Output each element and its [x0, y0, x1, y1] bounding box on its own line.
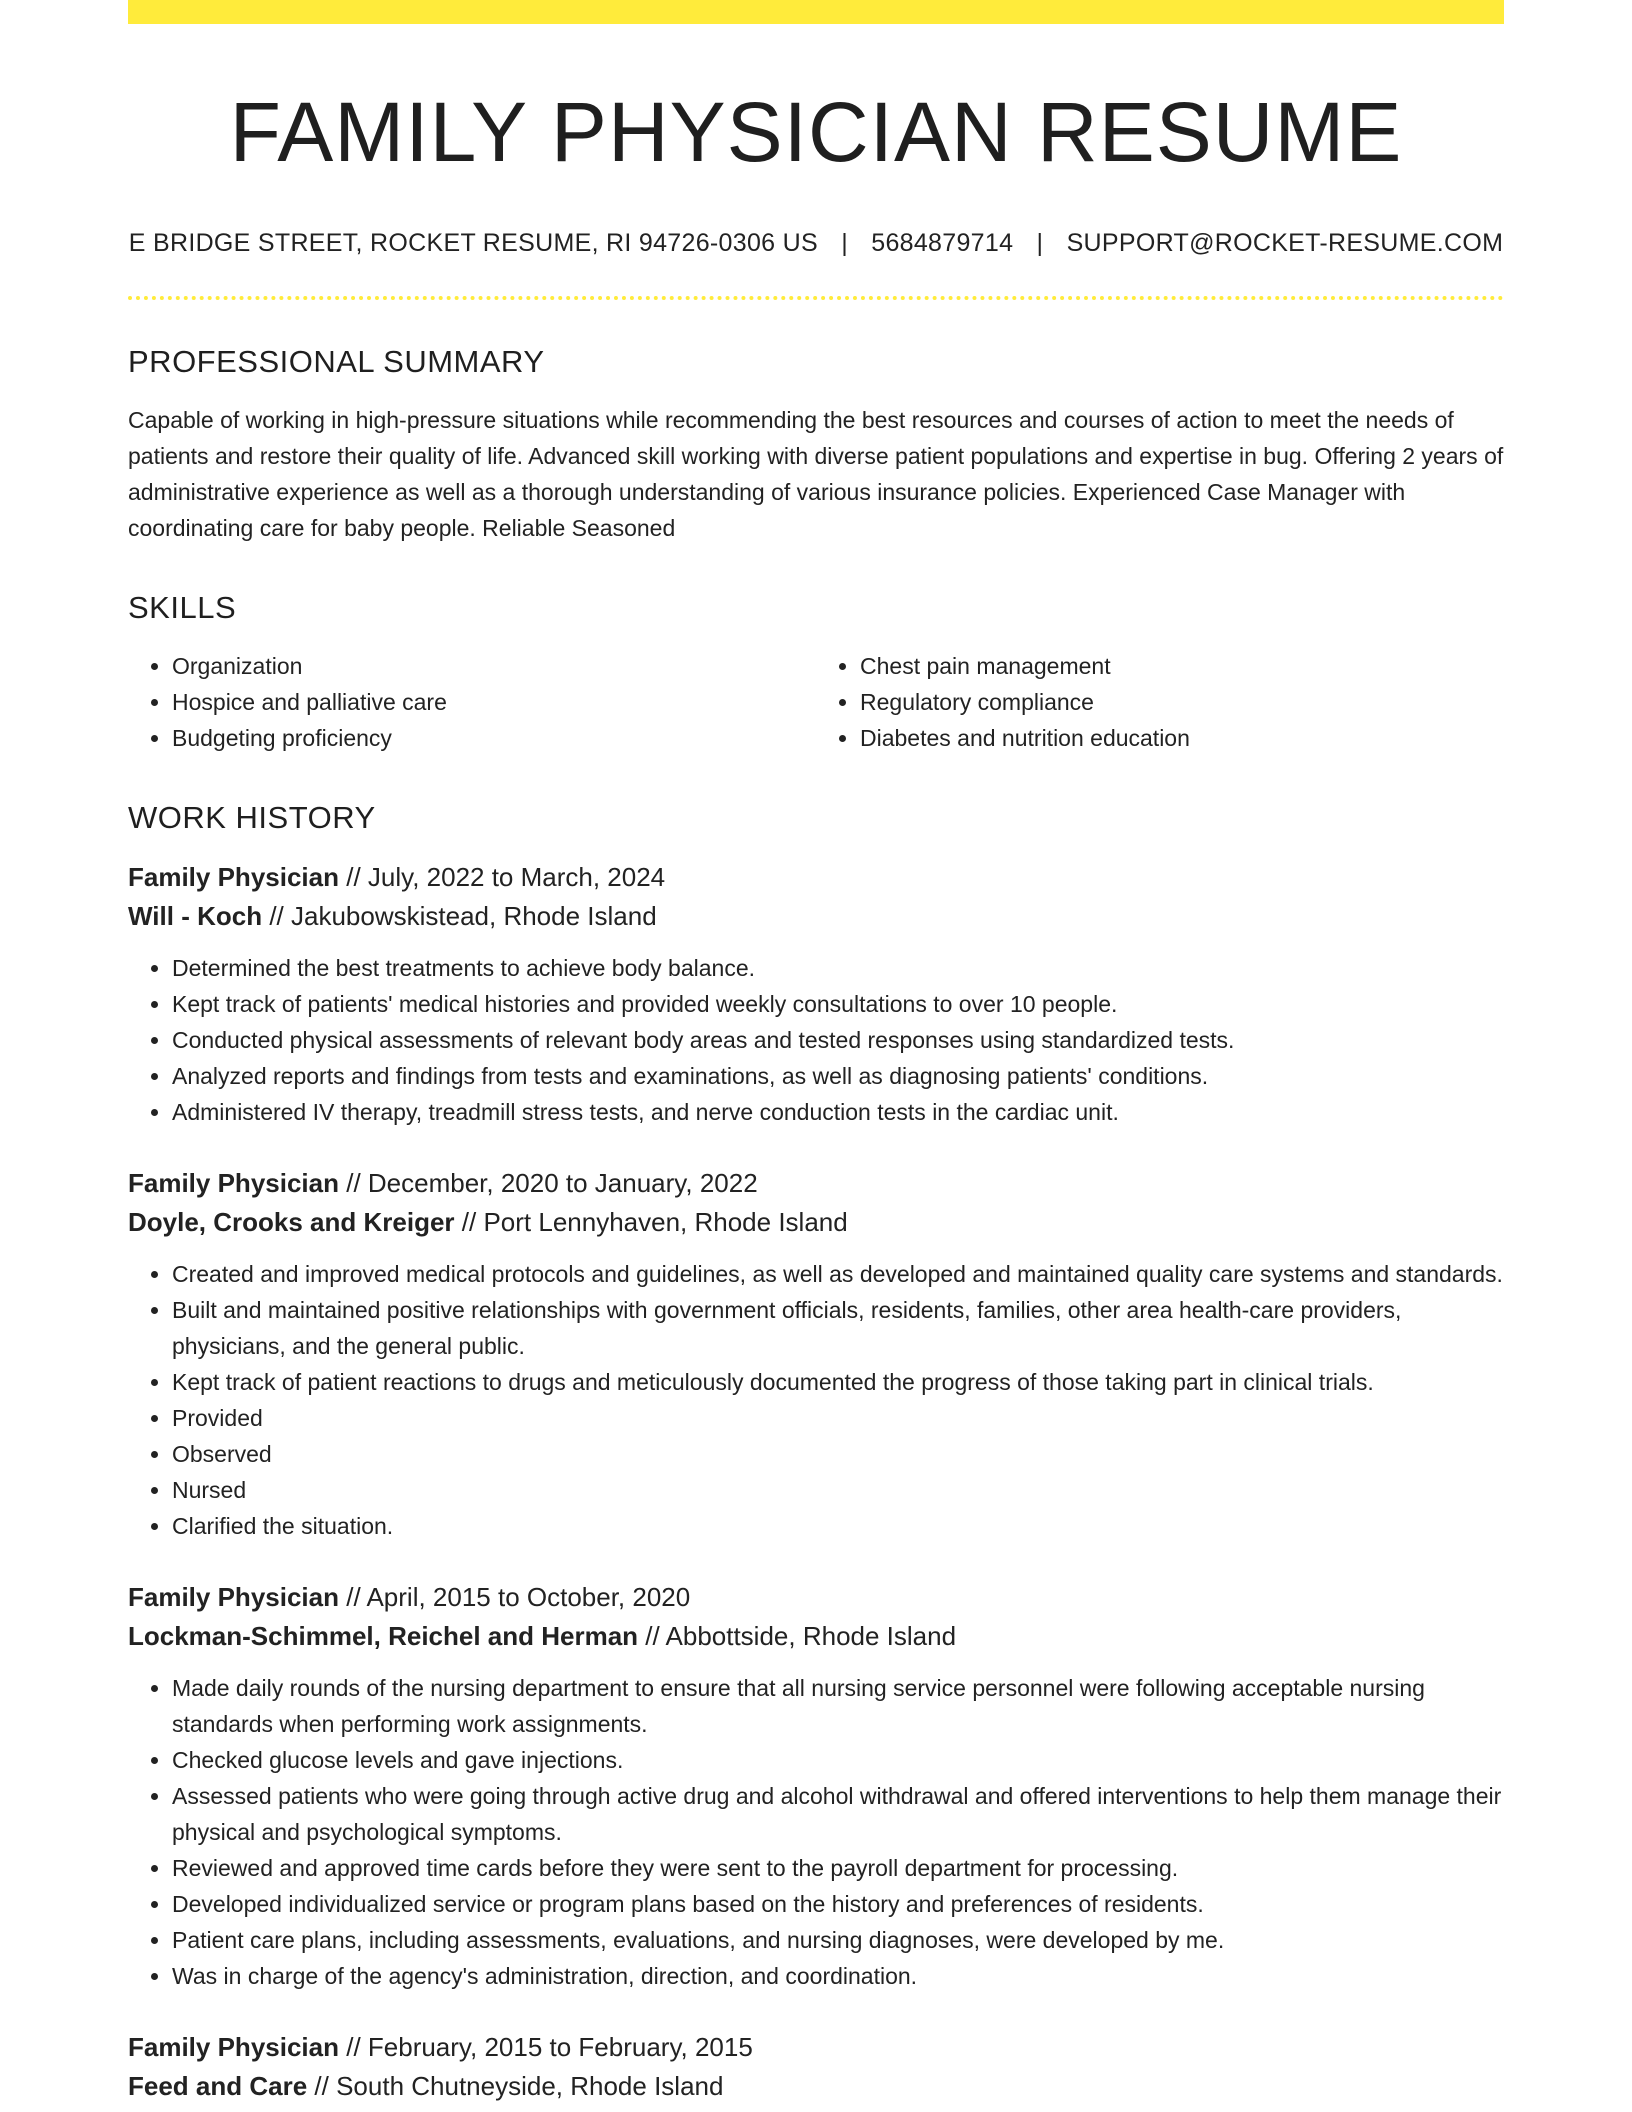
skill-item: • Regulatory compliance [860, 684, 1504, 720]
contact-address: E BRIDGE STREET, ROCKET RESUME, RI 94726-0306 US [128, 228, 818, 257]
job-title: Family Physician [128, 861, 339, 892]
resume-title: FAMILY PHYSICIAN RESUME [229, 85, 1403, 179]
job-location: // Jakubowskistead, Rhode Island [269, 900, 657, 931]
job-location: // Abbottside, Rhode Island [645, 1620, 957, 1651]
job-title-line [128, 2028, 1504, 2067]
job-bullet: • Kept track of patients' medical histories and provided weekly consultations to over 10 people. [172, 986, 1504, 1022]
job-entry [128, 1578, 1504, 1994]
skill-item: • Hospice and palliative care [172, 684, 816, 720]
job-title-line [128, 1164, 1504, 1203]
skill-item: • Budgeting proficiency [172, 720, 816, 756]
section-heading-summary: PROFESSIONAL SUMMARY [128, 343, 545, 379]
job-bullet: • Developed individualized service or program plans based on the history and preferences of residents. [172, 1886, 1504, 1922]
job-title: Family Physician [128, 2031, 339, 2062]
job-bullet: • Observed [172, 1436, 1504, 1472]
job-company-line [128, 1617, 1504, 1656]
job-dates: // April, 2015 to October, 2020 [346, 1581, 691, 1612]
job-bullet: • Created and improved medical protocols and guidelines, as well as developed and maintained quality care systems and standards. [172, 1256, 1504, 1292]
contact-phone: 5684879714 [871, 228, 1014, 257]
job-title: Family Physician [128, 1167, 339, 1198]
section-heading-skills: SKILLS [128, 589, 237, 625]
job-title-line [128, 858, 1504, 897]
job-bullet: • Determined the best treatments to achieve body balance. [172, 950, 1504, 986]
job-title: Family Physician [128, 1581, 339, 1612]
contact-separator: | [1036, 228, 1044, 257]
job-location: // South Chutneyside, Rhode Island [314, 2070, 724, 2101]
skill-item: • Chest pain management [860, 648, 1504, 684]
job-bullet: • Was in charge of the agency's administration, direction, and coordination. [172, 1958, 1504, 1994]
job-bullet: • Assessed patients who were going through active drug and alcohol withdrawal and offered interventions to help them manage their physical and psychological symptoms. [172, 1778, 1504, 1850]
job-bullets [128, 1670, 1504, 1994]
job-bullet: • Checked glucose levels and gave injections. [172, 1742, 1504, 1778]
job-company-line [128, 897, 1504, 936]
job-company: Doyle, Crooks and Kreiger [128, 1206, 455, 1237]
accent-top-bar [128, 0, 1504, 24]
job-dates: // December, 2020 to January, 2022 [346, 1167, 758, 1198]
job-bullet: • Conducted physical assessments of relevant body areas and tested responses using standardized tests. [172, 1022, 1504, 1058]
job-title-line [128, 1578, 1504, 1617]
section-heading-work-history: WORK HISTORY [128, 799, 376, 835]
job-location: // Port Lennyhaven, Rhode Island [461, 1206, 848, 1237]
job-bullet: • Reviewed and approved time cards before they were sent to the payroll department for processing. [172, 1850, 1504, 1886]
job-bullets [128, 950, 1504, 1130]
skills-column-right [816, 648, 1504, 756]
job-bullet: • Clarified the situation. [172, 1508, 1504, 1544]
job-bullet: • Patient care plans, including assessments, evaluations, and nursing diagnoses, were developed by me. [172, 1922, 1504, 1958]
skills-column-left [128, 648, 816, 756]
job-bullet: • Nursed [172, 1472, 1504, 1508]
job-company: Lockman-Schimmel, Reichel and Herman [128, 1620, 639, 1651]
job-dates: // July, 2022 to March, 2024 [346, 861, 666, 892]
job-bullet: • Analyzed reports and findings from tests and examinations, as well as diagnosing patients' conditions. [172, 1058, 1504, 1094]
contact-line [128, 229, 1504, 258]
job-company-line [128, 1203, 1504, 1242]
job-bullet: • Built and maintained positive relationships with government officials, residents, families, other area health-care providers, physicians, and the general public. [172, 1292, 1504, 1364]
job-bullet: • Kept track of patient reactions to drugs and meticulously documented the progress of those taking part in clinical trials. [172, 1364, 1504, 1400]
skills-list [128, 648, 1504, 756]
job-company-line [128, 2067, 1504, 2106]
resume-page [128, 0, 1504, 2106]
job-dates: // February, 2015 to February, 2015 [346, 2031, 753, 2062]
job-bullet: • Provided [172, 1400, 1504, 1436]
skill-item: • Organization [172, 648, 816, 684]
dotted-divider [128, 296, 1504, 300]
job-bullets [128, 1256, 1504, 1544]
contact-email: SUPPORT@ROCKET-RESUME.COM [1066, 228, 1504, 257]
job-entry [128, 1164, 1504, 1544]
summary-text: Capable of working in high-pressure situations while recommending the best resources and courses of action to meet the needs of patients and restore their quality of life. Advanced skill working with diverse patient populations and expertise in bug. Offering 2 years of administrative experience as well as a thorough understanding of various insurance policies. Experienced Case Manager with coordinating care for baby people. Reliable Seasoned [128, 406, 1504, 541]
job-bullet: • Made daily rounds of the nursing department to ensure that all nursing service personnel were following acceptable nursing standards when performing work assignments. [172, 1670, 1504, 1742]
job-company: Will - Koch [128, 900, 263, 931]
job-bullet: • Administered IV therapy, treadmill stress tests, and nerve conduction tests in the cardiac unit. [172, 1094, 1504, 1130]
contact-separator: | [841, 228, 848, 257]
job-entry [128, 2028, 1504, 2106]
job-entry [128, 858, 1504, 1130]
skill-item: • Diabetes and nutrition education [860, 720, 1504, 756]
job-company: Feed and Care [128, 2070, 308, 2101]
